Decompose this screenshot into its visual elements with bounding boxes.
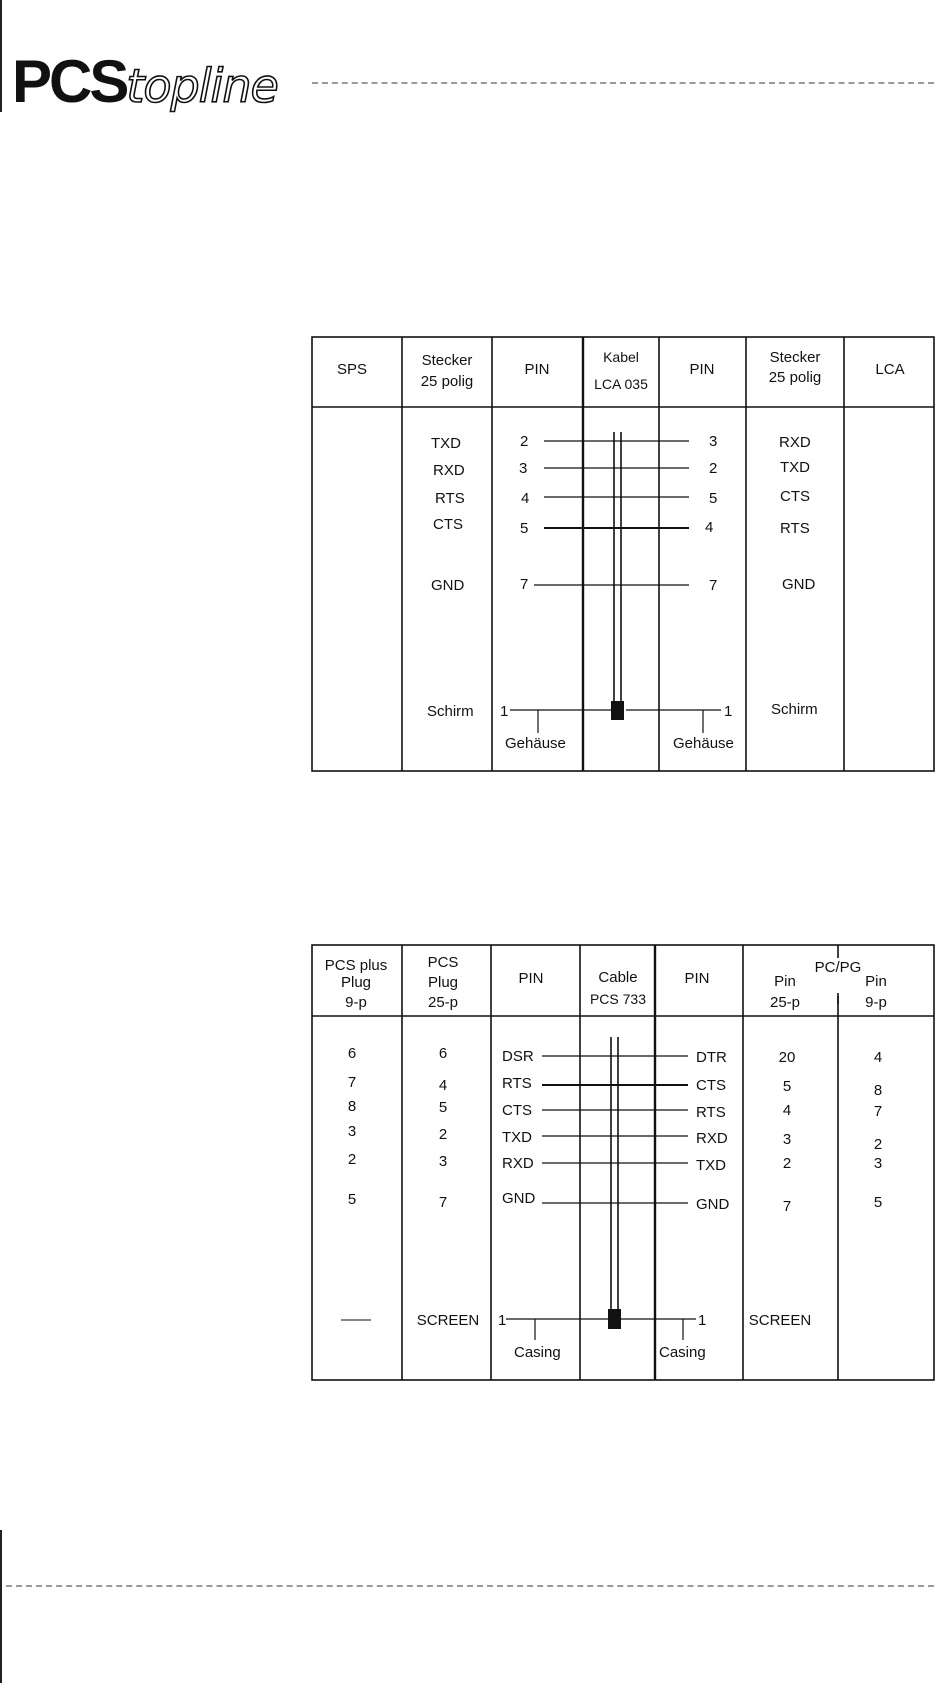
t1-right-pin: 2: [709, 460, 718, 477]
t2-header-pin-right: PIN: [684, 970, 710, 987]
t2-header-plug-9: Plug: [340, 974, 372, 991]
t2-casing-right: Casing: [659, 1344, 706, 1361]
t1-header-stecker-right-sub: 25 polig: [768, 369, 822, 386]
t2-left-signal: GND: [502, 1190, 536, 1207]
t1-right-pin: 4: [705, 519, 714, 536]
t2-right-signal: DTR: [696, 1049, 727, 1066]
t2-header-pcs-plus: PCS plus: [324, 957, 388, 974]
t1-left-signal: GND: [431, 577, 465, 594]
t1-left-signal: TXD: [431, 435, 461, 452]
t2-left-shield-pin: 1: [498, 1312, 507, 1329]
t1-casing-left: Gehäuse: [505, 735, 566, 752]
t2-left-signal: CTS: [502, 1102, 532, 1119]
t2-right-signal: RTS: [696, 1104, 726, 1121]
t2-header-pcs: PCS: [427, 954, 459, 971]
t1-left-pin: 2: [520, 433, 529, 450]
t1-left-pin: 3: [519, 460, 528, 477]
t2-header-cable-type: PCS 733: [589, 991, 647, 1007]
t2-casing-left: Casing: [514, 1344, 561, 1361]
t2-pcs-shield: SCREEN: [416, 1312, 480, 1329]
t1-header-stecker-right: Stecker: [769, 349, 821, 366]
t2-pcs-plus-pin: 5: [347, 1191, 357, 1208]
t2-pcs-pin: 5: [438, 1099, 448, 1116]
t2-pc-pin25: 2: [782, 1155, 792, 1172]
t2-right-signal: GND: [696, 1196, 730, 1213]
t1-right-signal: TXD: [780, 459, 810, 476]
t2-left-signal: RTS: [502, 1075, 532, 1092]
t2-pc-pin9: 4: [873, 1049, 883, 1066]
t2-pcs-pin: 6: [438, 1045, 448, 1062]
t2-header-pin-left: PIN: [518, 970, 544, 987]
t1-right-pin: 5: [709, 490, 718, 507]
t2-pc-shield: SCREEN: [748, 1312, 812, 1329]
t2-right-shield-pin: 1: [698, 1312, 707, 1329]
t1-header-pin-left: PIN: [524, 361, 550, 378]
t1-left-signal: RTS: [435, 490, 465, 507]
t2-header-25p: 25-p: [427, 994, 459, 1011]
t1-right-signal: RXD: [779, 434, 811, 451]
t1-right-signal: RTS: [780, 520, 810, 537]
t1-header-kabel-type: LCA 035: [594, 376, 648, 392]
t2-pc-pin25: 7: [782, 1198, 792, 1215]
t2-pc-pin25: 5: [782, 1078, 792, 1095]
t1-right-signal: GND: [782, 576, 816, 593]
t1-right-signal: CTS: [780, 488, 810, 505]
t2-header-plug-25: Plug: [427, 974, 459, 991]
t2-pcs-pin: 7: [438, 1194, 448, 1211]
t1-left-pin: 4: [521, 490, 530, 507]
t1-casing-right: Gehäuse: [673, 735, 734, 752]
t2-pc-pin9: 3: [873, 1155, 883, 1172]
t2-pcs-plus-pin: 8: [347, 1098, 357, 1115]
t2-pcs-plus-pin: 6: [347, 1045, 357, 1062]
t2-right-signal: CTS: [696, 1077, 726, 1094]
logo-topline: topline: [126, 59, 278, 113]
t2-pcs-plus-pin: 3: [347, 1123, 357, 1140]
t1-left-signal: CTS: [433, 516, 463, 533]
t1-left-pin: 7: [520, 576, 529, 593]
t1-header-pin-right: PIN: [689, 361, 715, 378]
t2-pc-pin9: 2: [873, 1136, 883, 1153]
t2-header-pin9-sub: 9-p: [865, 994, 887, 1011]
t1-right-shield: Schirm: [771, 701, 818, 718]
t2-header-pcpg: PC/PG: [814, 959, 862, 976]
t1-header-stecker-left-sub: 25 polig: [420, 373, 474, 390]
t2-header-cable: Cable: [598, 969, 638, 986]
t1-right-pin: 3: [709, 433, 718, 450]
t1-header-lca: LCA: [875, 361, 905, 378]
t2-header-pin25: Pin: [774, 973, 796, 990]
shield-clamp-2: [608, 1309, 621, 1329]
t2-pc-pin25: 3: [782, 1131, 792, 1148]
t2-left-signal: TXD: [502, 1129, 532, 1146]
t1-left-shield-pin: 1: [500, 703, 509, 720]
t2-left-signal: DSR: [502, 1048, 534, 1065]
t2-pcs-pin: 4: [438, 1077, 448, 1094]
t2-pcs-pin: 2: [438, 1126, 448, 1143]
t1-header-sps: SPS: [336, 361, 368, 378]
t1-right-pin: 7: [709, 577, 718, 594]
t1-left-pin: 5: [520, 520, 529, 537]
t2-header-pin9: Pin: [865, 973, 887, 990]
t2-pcs-plus-shield: ——: [341, 1311, 371, 1328]
t2-right-signal: TXD: [696, 1157, 726, 1174]
t2-pc-pin25: 4: [782, 1102, 792, 1119]
t2-pc-pin9: 7: [873, 1103, 883, 1120]
t1-left-signal: RXD: [433, 462, 465, 479]
t2-header-pin25-sub: 25-p: [769, 994, 801, 1011]
t1-header-kabel: Kabel: [603, 349, 639, 365]
t2-pc-pin25: 20: [778, 1049, 796, 1066]
t1-right-shield-pin: 1: [724, 703, 733, 720]
t2-pc-pin9: 5: [873, 1194, 883, 1211]
t2-pcs-plus-pin: 7: [347, 1074, 357, 1091]
t1-header-stecker-left: Stecker: [421, 352, 473, 369]
t2-pc-pin9: 8: [873, 1082, 883, 1099]
t2-pcs-plus-pin: 2: [347, 1151, 357, 1168]
t2-left-signal: RXD: [502, 1155, 534, 1172]
t2-pcs-pin: 3: [438, 1153, 448, 1170]
t1-left-shield: Schirm: [427, 703, 474, 720]
logo-pcs: PCS: [12, 48, 127, 115]
t2-right-signal: RXD: [696, 1130, 728, 1147]
t2-header-9p: 9-p: [345, 994, 367, 1011]
